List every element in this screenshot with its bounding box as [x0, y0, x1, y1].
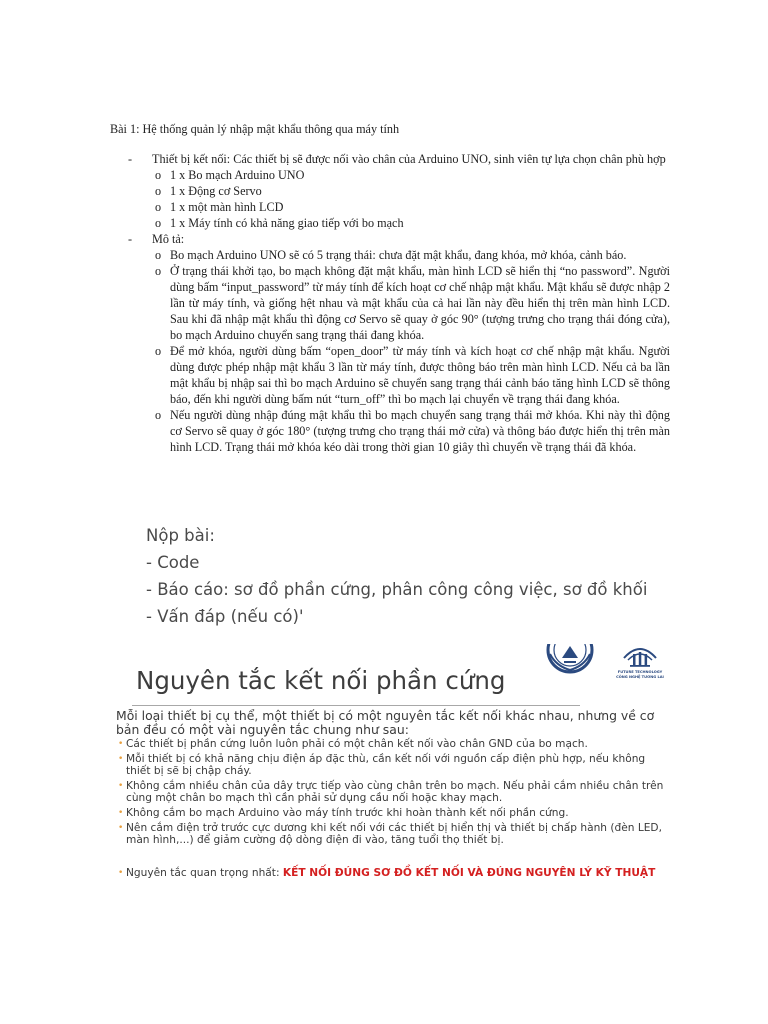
- list-item: o 1 x Máy tính có khả năng giao tiếp với bo mạch: [155, 216, 404, 230]
- slide-title: Nguyên tắc kết nối phần cứng: [136, 666, 506, 695]
- submission-block: [146, 522, 647, 630]
- submission-heading: Nộp bài:: [146, 526, 215, 545]
- bullet-icon: •: [118, 868, 124, 878]
- list-item: o 1 x Động cơ Servo: [155, 184, 262, 198]
- list-item: o 1 x một màn hình LCD: [155, 200, 284, 214]
- dash-bullet: -: [128, 232, 133, 246]
- final-emphasis: KẾT NỐI ĐÚNG SƠ ĐỒ KẾT NỐI VÀ ĐÚNG NGUYÊN LÝ KỸ THUẬT: [282, 867, 656, 879]
- hardware-rules-slide: [108, 642, 678, 894]
- title-divider: [132, 705, 580, 706]
- rule-item: • Các thiết bị phần cứng luôn luôn phải có một chân kết nối vào chân GND của bo mạch.: [118, 738, 588, 750]
- devices-list: [152, 167, 670, 231]
- list-item: o Nếu người dùng nhập đúng mật khẩu thì bo mạch chuyển sang trạng thái mở khóa. Khi này thì động cơ Servo sẽ quay ở góc 180° (tượng trưng cho trạng thái mở cửa) và thông báo được hiển thị trên màn hình LCD. Trạng thái mở khóa kéo dài trong thời gian 10 giây thì chuyển về trạng thái đã khóa.: [155, 408, 670, 454]
- university-seal-logo: [542, 644, 598, 680]
- rules-list: [116, 738, 664, 846]
- description-section: [110, 231, 670, 455]
- list-item: o Ở trạng thái khởi tạo, bo mạch không đặt mật khẩu, màn hình LCD sẽ hiển thị “no password”. Người dùng bấm “input_password” từ máy tính để kích hoạt cơ chế nhập mật khẩu. Mật khẩu sẽ được nhập 2 lần từ máy tính, và giống hệt nhau và mật khẩu của cả hai lần này đều hiển thị trên màn hình LCD. Sau khi đã nhập mật khẩu thì động cơ Servo sẽ quay ở góc 90° (tượng trưng cho trạng thái đóng cửa), bo mạch Arduino chuyển sang trạng thái đang khóa.: [155, 264, 670, 342]
- bullet-icon: •: [118, 823, 124, 833]
- list-item: o 1 x Bo mạch Arduino UNO: [155, 168, 305, 182]
- description-label: Mô tả:: [152, 232, 185, 246]
- slide-intro: Mỗi loại thiết bị cụ thể, một thiết bị có một nguyên tắc kết nối khác nhau, nhưng về cơ bản đều có một vài nguyên tắc chung như sau:: [116, 708, 655, 737]
- assignment-title: Bài 1: Hệ thống quản lý nhập mật khẩu thông qua máy tính: [110, 122, 400, 136]
- slide-body: [116, 709, 664, 879]
- rule-item: • Không cắm nhiều chân của dây trực tiếp vào cùng chân trên bo mạch. Nếu phải cắm nhiều chân trên cùng một chân bo mạch thì cần phải sử dụng cầu nối hoặc khay mạch.: [118, 780, 664, 804]
- list-item: o Bo mạch Arduino UNO sẽ có 5 trạng thái: chưa đặt mật khẩu, đang khóa, mở khóa, cảnh báo.: [155, 248, 627, 262]
- logo-subtext: CÔNG NGHỆ TƯƠNG LAI: [616, 674, 664, 679]
- bullet-icon: •: [118, 754, 124, 764]
- rule-item: • Nên cắm điện trở trước cực dương khi kết nối với các thiết bị hiển thị và thiết bị chấp hành (đèn LED, màn hình,...) để giảm cường độ dòng điện đi vào, tăng tuổi thọ thiết bị.: [118, 822, 662, 846]
- description-list: [152, 247, 670, 455]
- devices-section: [110, 151, 670, 231]
- devices-label: Thiết bị kết nối: Các thiết bị sẽ được nối vào chân của Arduino UNO, sinh viên tự lựa chọn chân phù hợp: [152, 152, 666, 166]
- rule-item: • Mỗi thiết bị có khả năng chịu điện áp đặc thù, cần kết nối với nguồn cấp điện phù hợp, nếu không thiết bị sẽ bị chập cháy.: [118, 753, 646, 777]
- submission-item: - Báo cáo: sơ đồ phần cứng, phân công công việc, sơ đồ khối: [146, 580, 648, 599]
- bullet-icon: •: [118, 808, 124, 818]
- logo-text: FUTURE TECHNOLOGY: [617, 670, 663, 674]
- submission-item: - Vấn đáp (nếu có)': [146, 607, 304, 626]
- submission-item: - Code: [146, 553, 200, 572]
- bullet-icon: •: [118, 739, 124, 749]
- final-label: Nguyên tắc quan trọng nhất:: [126, 867, 283, 879]
- logo-caption: [614, 670, 666, 679]
- assignment-document: [110, 121, 670, 455]
- list-item: o Để mở khóa, người dùng bấm “open_door” từ máy tính và kích hoạt cơ chế nhập mật khẩu. Người dùng được phép nhập mật khẩu 3 lần từ máy tính, được thông báo trên màn hình LCD. Nếu cả ba lần mật khẩu bị nhập sai thì bo mạch Arduino sẽ chuyển sang trạng thái cảnh báo tăng hình LCD sẽ thông báo, đến khi người dùng bấm nút “turn_off” thì bo mạch lại chuyển về trạng thái đang khóa.: [155, 344, 670, 406]
- most-important-rule: [116, 867, 664, 879]
- dash-bullet: -: [128, 152, 133, 166]
- rule-item: • Không cắm bo mạch Arduino vào máy tính trước khi hoàn thành kết nối phần cứng.: [118, 807, 569, 819]
- bullet-icon: •: [118, 781, 124, 791]
